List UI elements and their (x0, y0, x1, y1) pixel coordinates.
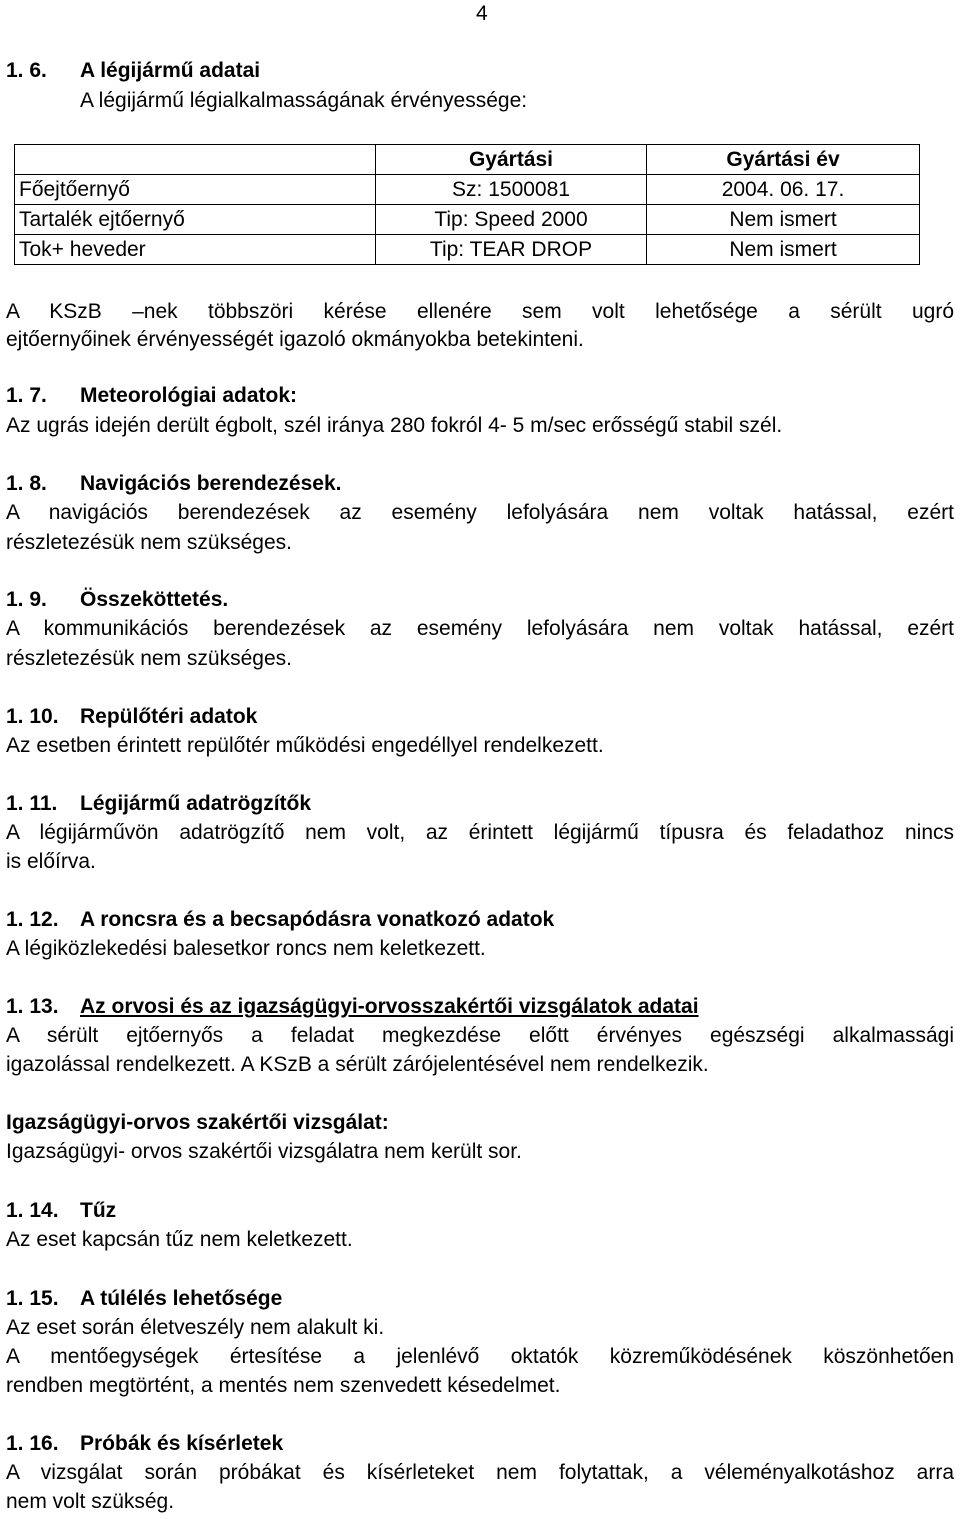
section-title: Légijármű adatrögzítők (80, 792, 312, 815)
page-number: 4 (476, 2, 488, 25)
table-header (15, 145, 376, 175)
section-title: A túlélés lehetősége (80, 1287, 283, 1310)
table-row (15, 175, 920, 205)
section-number: 1. 12. (6, 908, 59, 931)
section-title: Összeköttetés. (80, 588, 229, 611)
section-number: 1. 11. (6, 792, 58, 815)
section-1-13-heading (6, 995, 699, 1019)
section-1-15-heading (6, 1287, 282, 1311)
section-1-9-text-line-2: részletezésük nem szükséges. (6, 647, 292, 670)
section-number: 1. 13. (6, 995, 59, 1018)
section-number: 1. 6. (6, 59, 47, 82)
section-1-15-text-line-1: Az eset során életveszély nem alakult ki. (6, 1316, 385, 1339)
table-header: Gyártási év (647, 145, 920, 175)
kszb-text-line-2: ejtőernyőinek érvényességét igazoló okmányokba betekinteni. (6, 328, 584, 351)
section-number: 1. 16. (6, 1432, 59, 1455)
table-cell: Tok+ heveder (15, 235, 376, 265)
section-1-8-text-line-2: részletezésük nem szükséges. (6, 531, 292, 554)
section-title: Próbák és kísérletek (80, 1432, 284, 1455)
section-1-12-text: A légiközlekedési balesetkor roncs nem keletkezett. (6, 937, 486, 960)
section-1-11-text-line-1: A légijárművön adatrögzítő nem volt, az érintett légijármű típusra és feladathoz nincs (6, 821, 954, 844)
section-number: 1. 14. (6, 1199, 59, 1222)
section-1-6-text: A légijármű légialkalmasságának érvényessége: (80, 89, 528, 112)
kszb-text-line-1: A KSzB –nek többszöri kérése ellenére sem volt lehetősége a sérült ugró (6, 300, 954, 323)
section-1-7-heading (6, 384, 297, 408)
section-1-14-heading (6, 1199, 116, 1223)
forensic-text: Igazságügyi- orvos szakértői vizsgálatra nem került sor. (6, 1140, 522, 1163)
section-number: 1. 8. (6, 472, 47, 495)
section-1-9-heading (6, 588, 228, 612)
table-cell: Tip: TEAR DROP (376, 235, 647, 265)
table-cell: Tartalék ejtőernyő (15, 205, 376, 235)
section-1-15-text-line-3: rendben megtörtént, a mentés nem szenvedett késedelmet. (6, 1374, 561, 1397)
table-cell: 2004. 06. 17. (647, 175, 920, 205)
section-1-11-text-line-2: is előírva. (6, 850, 96, 873)
section-1-13-text-line-1: A sérült ejtőernyős a feladat megkezdése előtt érvényes egészségi alkalmassági (6, 1024, 954, 1047)
section-title: Repülőtéri adatok (80, 705, 258, 728)
section-1-15-text-line-2: A mentőegységek értesítése a jelenlévő oktatók közreműködésének köszönhetően (6, 1345, 954, 1368)
table-cell: Tip: Speed 2000 (376, 205, 647, 235)
table-header: Gyártási (376, 145, 647, 175)
section-title: Meteorológiai adatok: (80, 384, 298, 407)
section-1-7-text: Az ugrás idején derült égbolt, szél iránya 280 fokról 4- 5 m/sec erősségű stabil szél. (6, 414, 783, 437)
table-row (15, 205, 920, 235)
table-header-row (15, 145, 920, 175)
section-1-9-text-line-1: A kommunikációs berendezések az esemény lefolyására nem voltak hatással, ezért (6, 617, 954, 640)
section-1-12-heading (6, 908, 554, 932)
table-cell: Nem ismert (647, 205, 920, 235)
section-1-8-text-line-1: A navigációs berendezések az esemény lefolyására nem voltak hatással, ezért (6, 501, 954, 524)
table-row (15, 235, 920, 265)
section-title: Az orvosi és az igazságügyi-orvosszakértői vizsgálatok adatai (80, 995, 699, 1018)
section-title: A roncsra és a becsapódásra vonatkozó adatok (80, 908, 555, 931)
section-1-8-heading (6, 472, 341, 496)
section-1-16-text-line-2: nem volt szükség. (6, 1490, 175, 1513)
forensic-heading (6, 1111, 389, 1135)
section-1-14-text: Az eset kapcsán tűz nem keletkezett. (6, 1228, 353, 1251)
section-1-13-text-line-2: igazolással rendelkezett. A KSzB a sérült zárójelentésével nem rendelkezik. (6, 1053, 709, 1076)
section-number: 1. 15. (6, 1287, 59, 1310)
section-title: Tűz (80, 1199, 117, 1222)
section-number: 1. 9. (6, 588, 47, 611)
table-cell: Főejtőernyő (15, 175, 376, 205)
section-1-16-heading (6, 1432, 283, 1456)
section-1-10-heading (6, 705, 257, 729)
section-1-10-text: Az esetben érintett repülőtér működési engedéllyel rendelkezett. (6, 734, 604, 757)
section-title: A légijármű adatai (80, 59, 261, 82)
table-cell: Nem ismert (647, 235, 920, 265)
forensic-title: Igazságügyi-orvos szakértői vizsgálat: (6, 1111, 389, 1134)
table-cell: Sz: 1500081 (376, 175, 647, 205)
section-1-6-heading (6, 59, 260, 83)
equipment-table (14, 144, 920, 265)
section-1-11-heading (6, 792, 311, 816)
section-number: 1. 10. (6, 705, 59, 728)
section-number: 1. 7. (6, 384, 47, 407)
section-title: Navigációs berendezések. (80, 472, 342, 495)
section-1-16-text-line-1: A vizsgálat során próbákat és kísérleteket nem folytattak, a véleményalkotáshoz arra (6, 1461, 954, 1484)
